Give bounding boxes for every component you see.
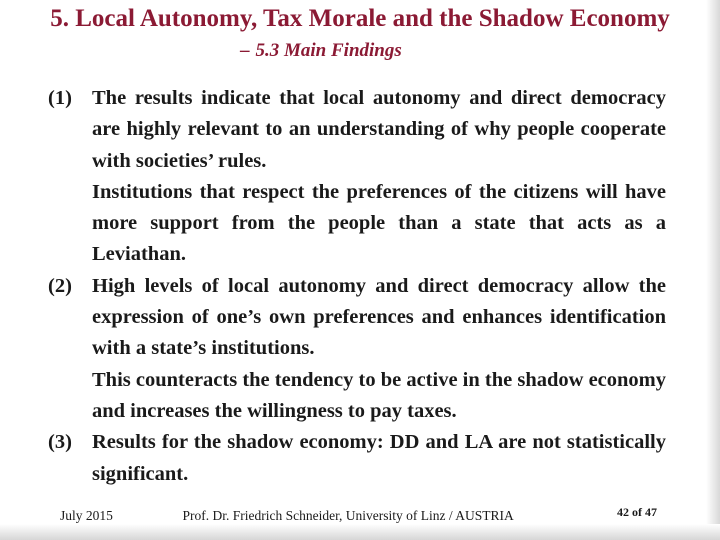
slide-shadow-bottom: [0, 524, 720, 540]
finding-item-1: [48, 83, 666, 271]
finding-paragraph: High levels of local autonomy and direct democracy allow the expression of one’s own preferences and enhances identification with a state’s institutions.: [92, 274, 666, 360]
subtitle-dash: –: [240, 40, 250, 61]
slide-subtitle: [240, 40, 402, 62]
finding-number: (3): [48, 431, 72, 454]
finding-paragraph: Institutions that respect the preferences of the citizens will have more support from the people than a state that acts as a Leviathan.: [92, 180, 666, 266]
subtitle-text: 5.3 Main Findings: [255, 40, 402, 61]
footer-author:  Prof. Dr. Friedrich Schneider, University of Linz / AUSTRIA: [172, 508, 514, 523]
finding-item-3: [48, 427, 666, 490]
finding-item-2: [48, 271, 666, 427]
slide-shadow-right: [706, 0, 720, 540]
finding-number: (1): [48, 87, 72, 109]
finding-paragraph: The results indicate that local autonomy and direct democracy are highly relevant to an understanding of why people cooperate with societies’ rules.: [92, 87, 666, 172]
finding-paragraph: This counteracts the tendency to be active in the shadow economy and increases the willingness to pay taxes.: [92, 368, 666, 422]
footer-date: July 2015: [60, 508, 113, 523]
slide-title: 5. Local Autonomy, Tax Morale and the Shadow Economy: [50, 5, 670, 32]
findings-list: [48, 83, 666, 490]
finding-paragraph: Results for the shadow economy: DD and LA are not statistically significant.: [92, 431, 666, 485]
finding-number: (2): [48, 274, 72, 297]
footer-page-number: 42 of 47: [617, 505, 657, 519]
